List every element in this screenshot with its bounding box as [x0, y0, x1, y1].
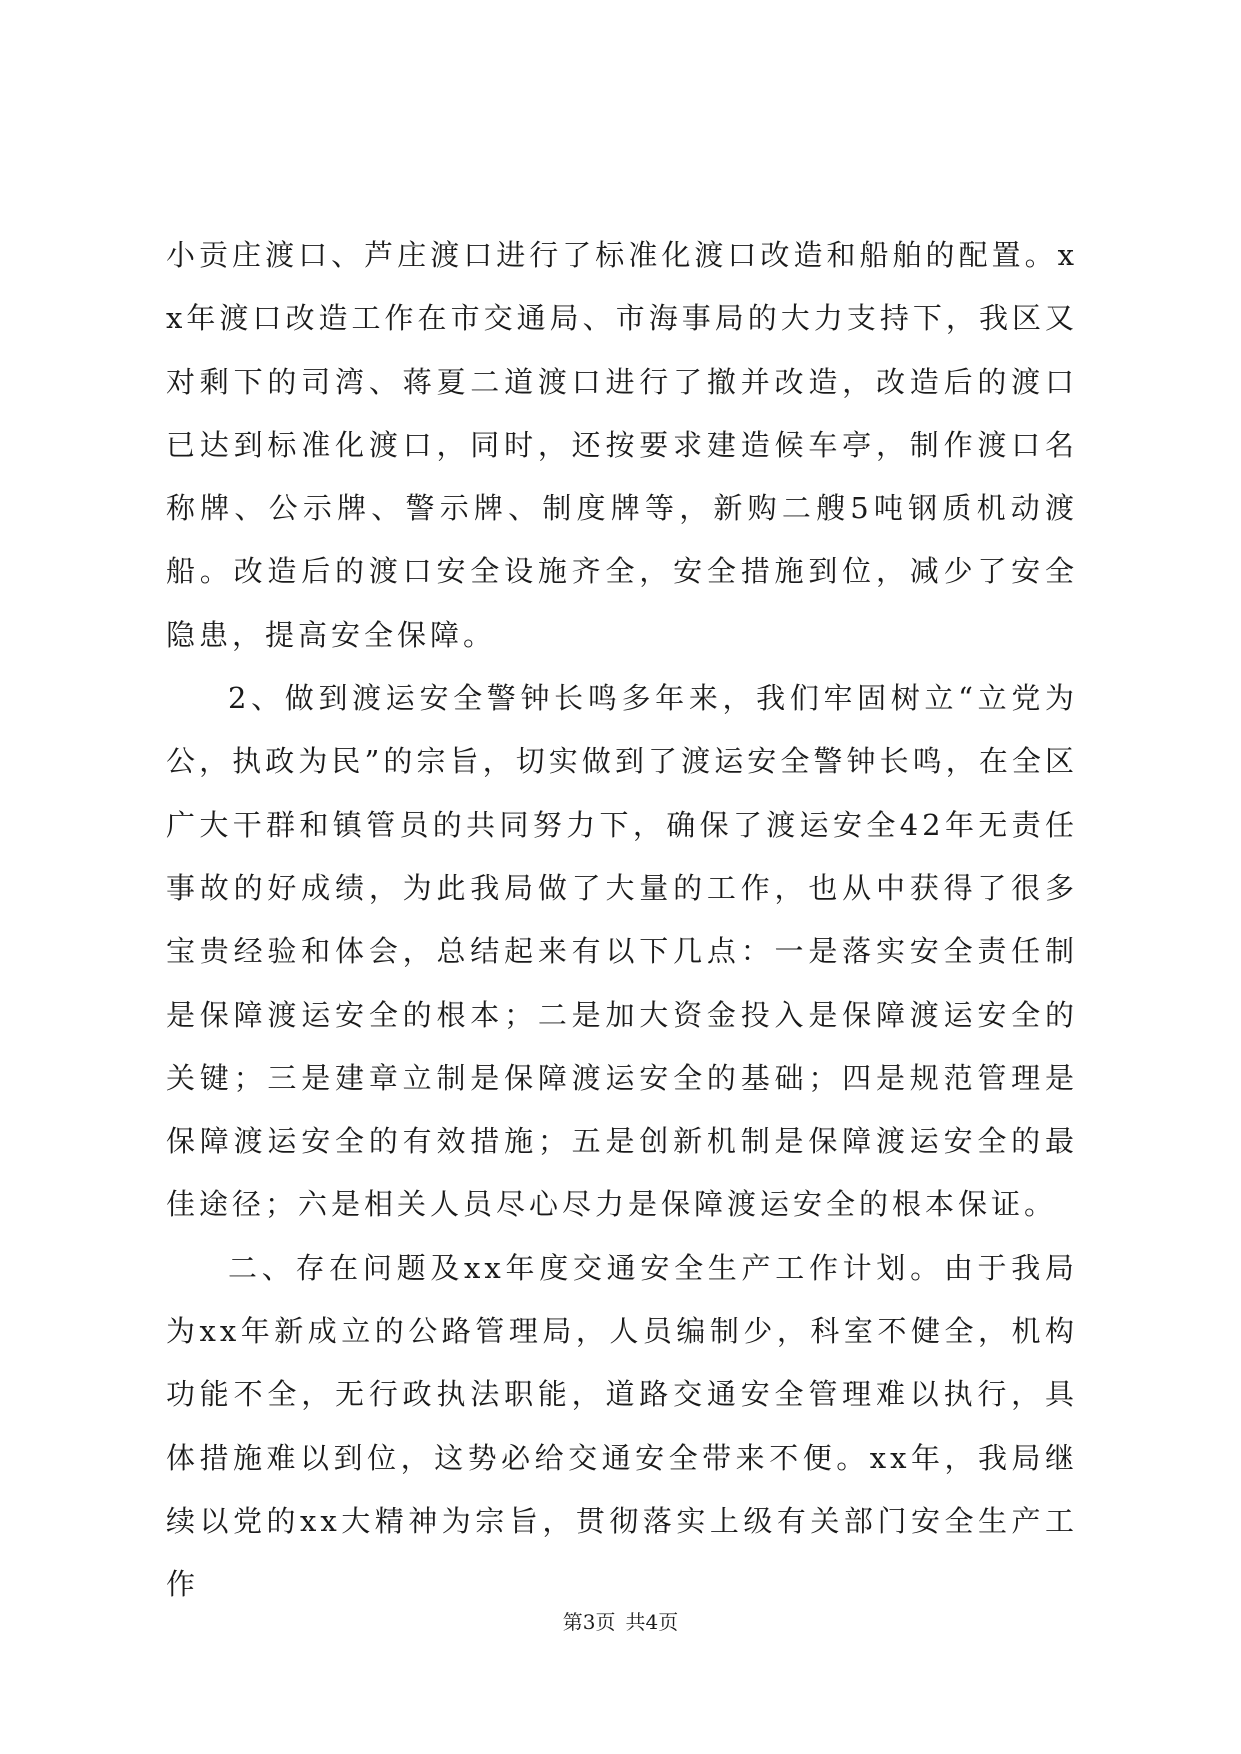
- paragraph-ferry-renovation: 小贡庄渡口、芦庄渡口进行了标准化渡口改造和船舶的配置。xx年渡口改造工作在市交通局、市海事局的大力支持下，我区又对剩下的司湾、蒋夏二道渡口进行了撤并改造，改造后的渡口已达到标准化渡口，同时，还按要求建造候车亭，制作渡口名称牌、公示牌、警示牌、制度牌等，新购二艘5吨钢质机动渡船。改造后的渡口安全设施齐全，安全措施到位，减少了安全隐患，提高安全保障。: [166, 238, 1078, 652]
- paragraph-ferry-safety: 2、做到渡运安全警钟长鸣多年来，我们牢固树立“立党为公，执政为民”的宗旨，切实做到了渡运安全警钟长鸣，在全区广大干群和镇管员的共同努力下，确保了渡运安全42年无责任事故的好成绩，为此我局做了大量的工作，也从中获得了很多宝贵经验和体会，总结起来有以下几点：一是落实安全责任制是保障渡运安全的根本；二是加大资金投入是保障渡运安全的关键；三是建章立制是保障渡运安全的基础；四是规范管理是保障渡运安全的有效措施；五是创新机制是保障渡运安全的最佳途径；六是相关人员尽心尽力是保障渡运安全的根本保证。: [166, 681, 1078, 1222]
- paragraph-problems-plan: 二、存在问题及xx年度交通安全生产工作计划。由于我局为xx年新成立的公路管理局，人员编制少，科室不健全，机构功能不全，无行政执法职能，道路交通安全管理难以执行，具体措施难以到位，这势必给交通安全带来不便。xx年，我局继续以党的xx大精神为宗旨，贯彻落实上级有关部门安全生产工作: [166, 1250, 1078, 1602]
- page-number: 第3页: [562, 1610, 616, 1634]
- page-footer: [0, 1608, 1241, 1636]
- page-total: 共4页: [625, 1610, 679, 1634]
- document-body: [166, 224, 1078, 1617]
